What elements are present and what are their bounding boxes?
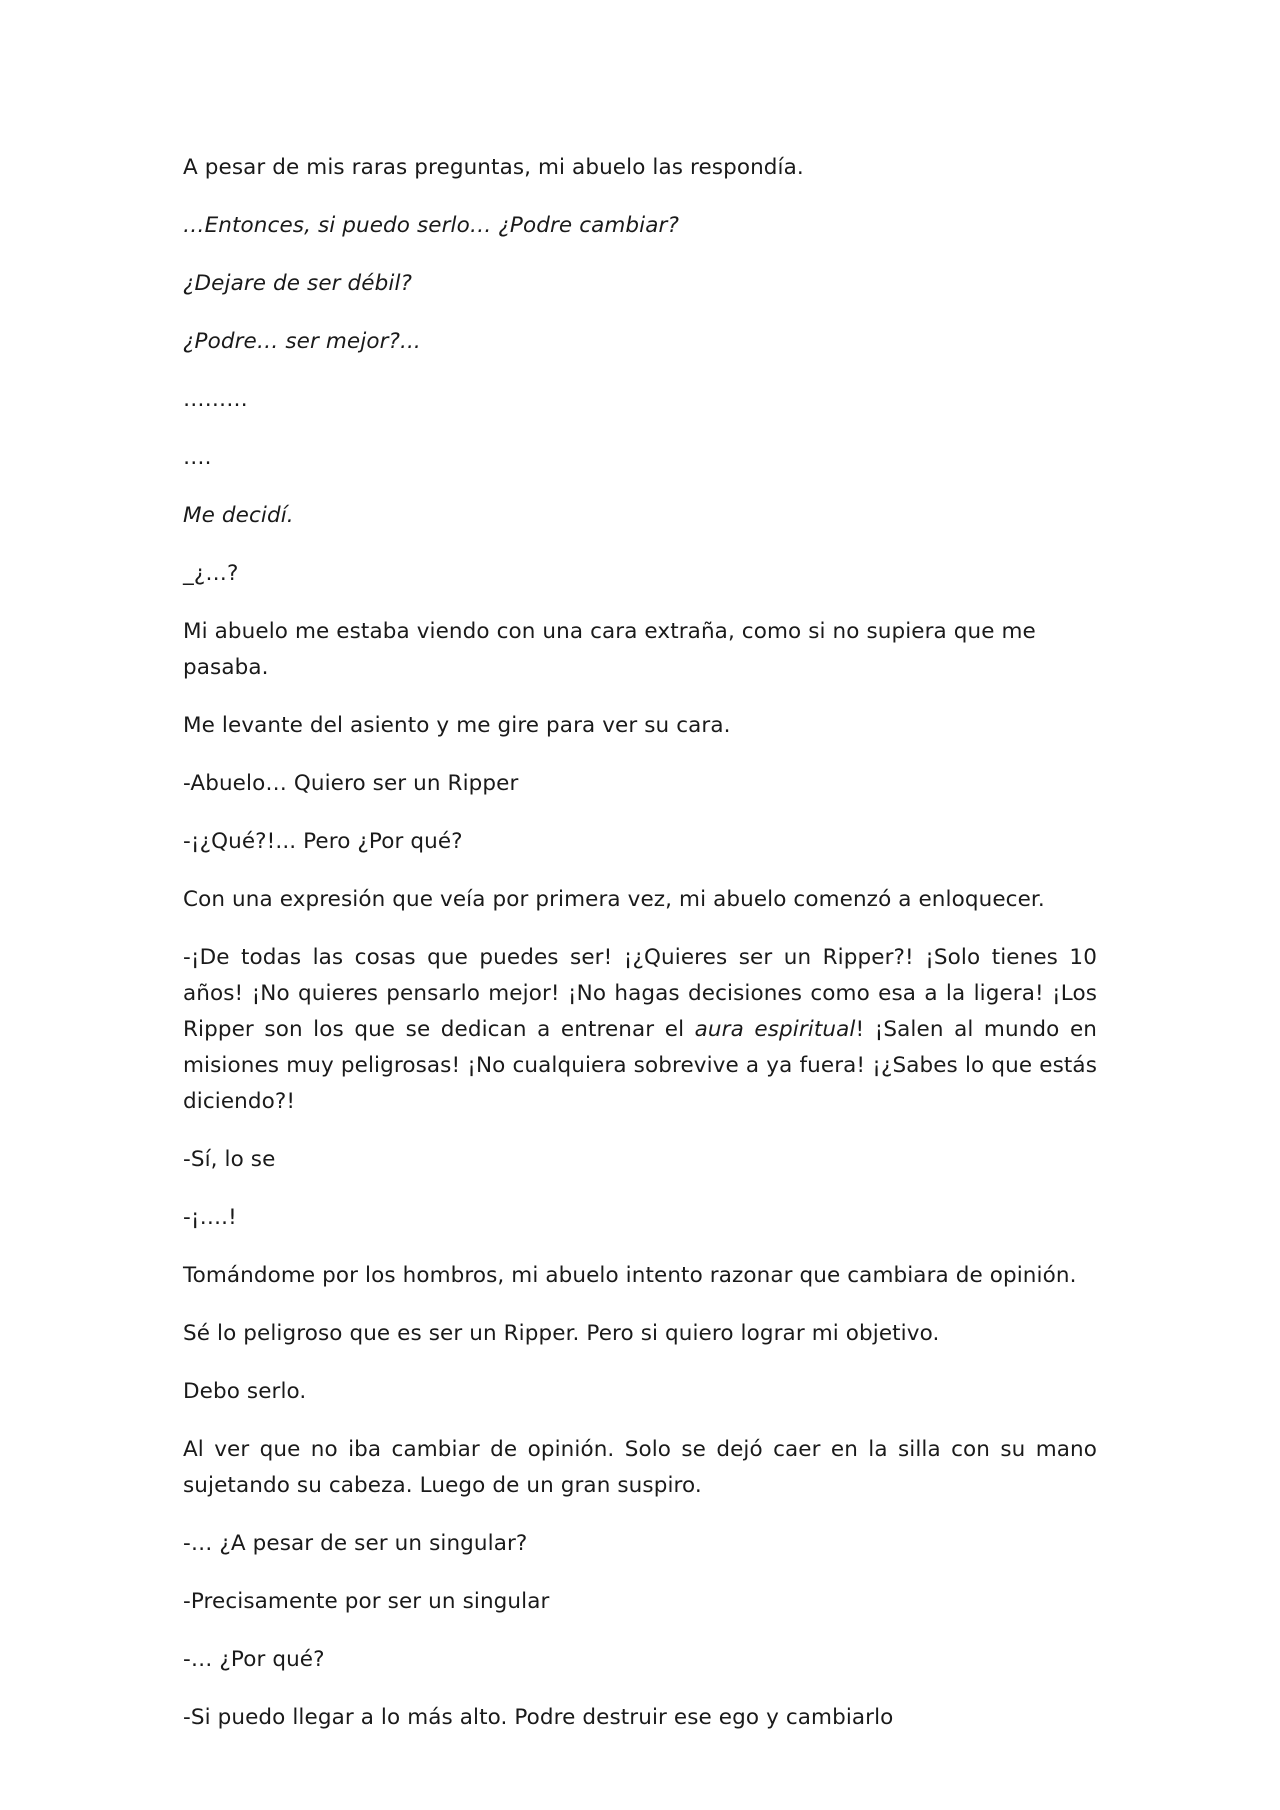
- dialogue-paragraph: [183, 940, 1097, 1120]
- paragraph: _¿…?: [183, 561, 239, 586]
- paragraph-text: ! ¡Salen al mundo en misiones muy peligrosas! ¡No cualquiera sobrevive a ya fuera! ¡¿Sabes lo que estás diciendo?!: [183, 1017, 1097, 1114]
- dialogue-line: -Precisamente por ser un singular: [183, 1589, 550, 1614]
- paragraph: Sé lo peligroso que es ser un Ripper. Pero si quiero lograr mi objetivo.: [183, 1321, 940, 1346]
- paragraph: ¿Dejare de ser débil?: [183, 271, 413, 296]
- paragraph: ¿Podre… ser mejor?...: [183, 329, 421, 354]
- paragraph: A pesar de mis raras preguntas, mi abuelo las respondía.: [183, 155, 804, 180]
- dialogue-line: -Si puedo llegar a lo más alto. Podre destruir ese ego y cambiarlo: [183, 1705, 894, 1730]
- dialogue-line: -Abuelo… Quiero ser un Ripper: [183, 771, 519, 796]
- paragraph: …Entonces, si puedo serlo… ¿Podre cambiar?: [183, 213, 679, 238]
- paragraph: Al ver que no iba cambiar de opinión. Solo se dejó caer en la silla con su mano sujetando su cabeza. Luego de un gran suspiro.: [183, 1437, 1097, 1498]
- paragraph: Me levante del asiento y me gire para ver su cara.: [183, 713, 731, 738]
- dialogue-line: -¡¿Qué?!... Pero ¿Por qué?: [183, 829, 463, 854]
- dialogue-line: -… ¿A pesar de ser un singular?: [183, 1531, 528, 1556]
- paragraph: Mi abuelo me estaba viendo con una cara extraña, como si no supiera que me pasaba.: [183, 619, 1036, 680]
- paragraph-text: -¡De todas las cosas que puedes ser! ¡¿Quieres ser un Ripper?! ¡Solo tienes 10 años! ¡No quieres pensarlo mejor! ¡No hagas decisiones como esa a la ligera! ¡Los Ripper son los que se dedican a entrenar el: [183, 945, 1097, 1042]
- dialogue-line: -¡….!: [183, 1205, 237, 1230]
- paragraph: Con una expresión que veía por primera vez, mi abuelo comenzó a enloquecer.: [183, 887, 1045, 912]
- paragraph: ………: [183, 387, 248, 412]
- paragraph: ….: [183, 445, 212, 470]
- paragraph: Debo serlo.: [183, 1379, 307, 1404]
- emphasis-text: aura espiritual: [694, 1017, 856, 1042]
- document-page: [183, 150, 1097, 1758]
- dialogue-line: -Sí, lo se: [183, 1147, 276, 1172]
- paragraph: Tomándome por los hombros, mi abuelo intento razonar que cambiara de opinión.: [183, 1263, 1077, 1288]
- dialogue-line: -… ¿Por qué?: [183, 1647, 325, 1672]
- paragraph: Me decidí.: [183, 503, 294, 528]
